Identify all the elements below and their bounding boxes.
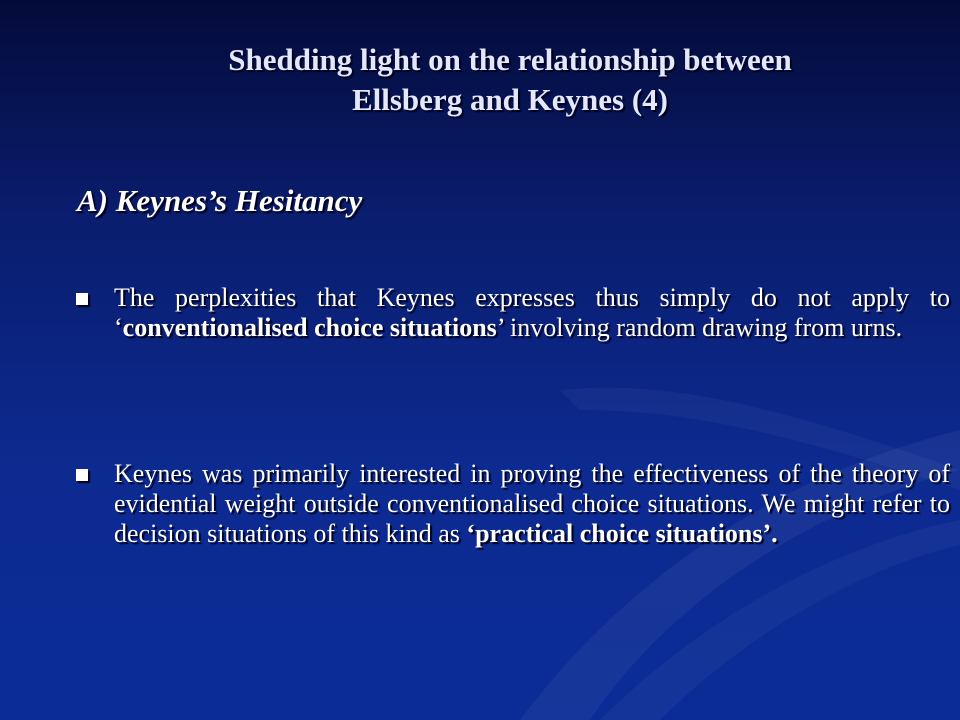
bullet-1-emphasis: conventionalised choice situations	[122, 313, 497, 342]
bullet-text-1	[114, 283, 950, 343]
bullet-2-emphasis: ‘practical choice situations’.	[466, 519, 778, 548]
square-bullet-icon	[76, 469, 88, 481]
bullet-1-text-end: ’ involving random drawing from urns.	[496, 313, 903, 342]
bullet-2-text-start: Keynes was primarily interested in proving the effectiveness of the theory of evidential weight outside conventionalised choice situations. We might refer to decision situations of this kind as	[114, 459, 950, 548]
bullet-item-1	[76, 283, 950, 343]
bullet-text-2	[114, 459, 950, 549]
square-bullet-icon	[76, 293, 88, 305]
bullet-item-2	[76, 459, 950, 549]
bullet-1-text-start: The perplexities that Keynes expresses thus simply do not apply to ‘	[114, 283, 950, 342]
slide-title-line-1: Shedding light on the relationship between	[228, 42, 792, 77]
slide-title-line-2: Ellsberg and Keynes (4)	[351, 82, 669, 117]
slide-title	[60, 40, 960, 120]
section-heading: A) Keynes’s Hesitancy	[77, 183, 363, 218]
